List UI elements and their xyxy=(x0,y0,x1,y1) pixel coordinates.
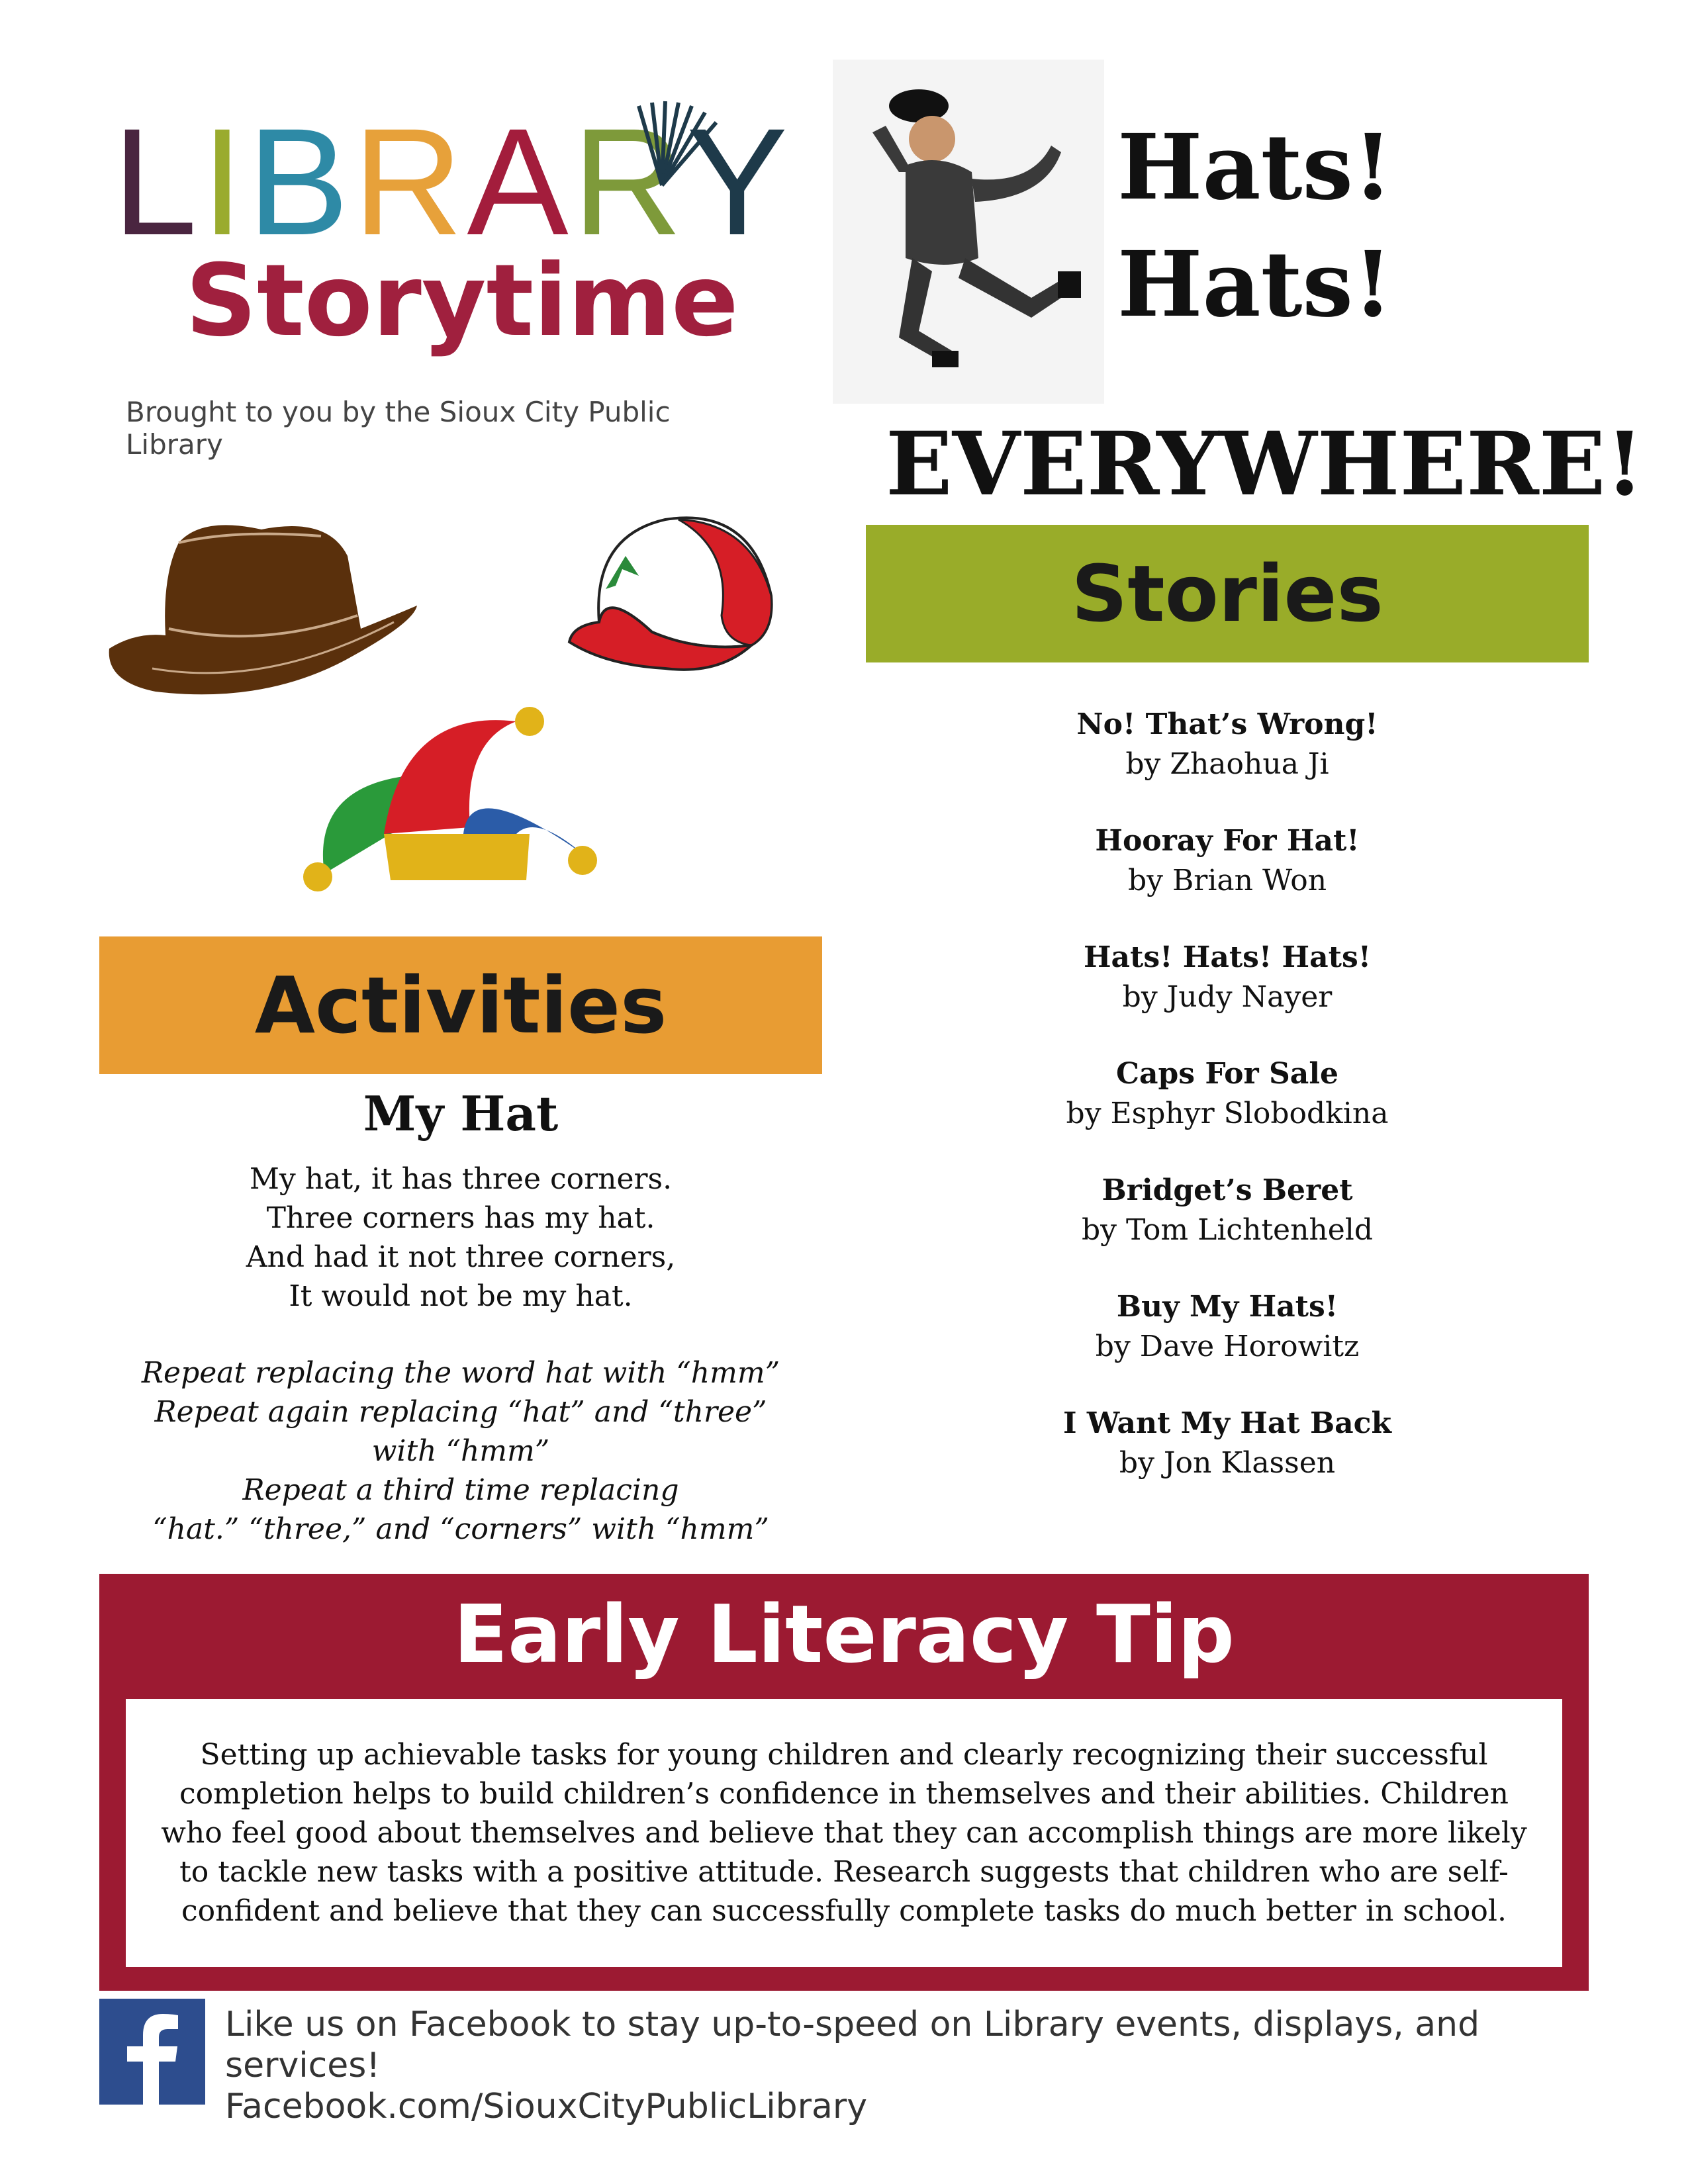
instruction-line: with “hmm” xyxy=(371,1434,550,1468)
list-item xyxy=(866,705,1589,784)
logo-letter: R xyxy=(572,97,686,267)
title-hats-2: Hats! xyxy=(1117,232,1393,338)
story-author: by Jon Klassen xyxy=(1119,1446,1336,1480)
instruction-line: Repeat replacing the word hat with “hmm” xyxy=(141,1356,780,1390)
logo-letter: L xyxy=(113,97,201,267)
stories-heading: Stories xyxy=(866,525,1589,662)
jester-hat-icon xyxy=(298,702,606,900)
poem-line: It would not be my hat. xyxy=(289,1279,633,1313)
jumping-man-icon xyxy=(833,60,1104,404)
story-title: Hooray For Hat! xyxy=(1095,824,1360,858)
list-item xyxy=(866,1054,1589,1134)
title-hats-1: Hats! xyxy=(1117,114,1393,220)
list-item xyxy=(866,1404,1589,1483)
tip-body xyxy=(126,1699,1562,1967)
book-rays-icon xyxy=(635,99,722,192)
story-title: Hats! Hats! Hats! xyxy=(1083,940,1372,974)
story-author: by Dave Horowitz xyxy=(1095,1330,1360,1363)
activities-heading: Activities xyxy=(99,936,822,1074)
facebook-link[interactable]: Facebook.com/SiouxCityPublicLibrary xyxy=(225,2087,868,2126)
stories-list xyxy=(866,705,1589,1520)
list-item xyxy=(866,1287,1589,1367)
logo-tagline: Brought to you by the Sioux City Public Library xyxy=(126,396,671,461)
list-item xyxy=(866,938,1589,1017)
cowboy-hat-icon xyxy=(103,516,424,708)
story-title: Caps For Sale xyxy=(1115,1057,1339,1091)
activity-instructions xyxy=(99,1353,822,1549)
story-author: by Tom Lichtenheld xyxy=(1081,1213,1374,1247)
story-title: Buy My Hats! xyxy=(1116,1290,1338,1324)
logo-letter: Y xyxy=(686,97,792,267)
story-author: by Brian Won xyxy=(1127,864,1327,897)
activity-poem xyxy=(99,1160,822,1316)
facebook-promo-text: Like us on Facebook to stay up-to-speed on Library events, displays, and services! xyxy=(225,2005,1480,2085)
instruction-line: Repeat a third time replacing xyxy=(242,1473,679,1507)
facebook-f-icon xyxy=(99,1999,205,2105)
baseball-cap-icon xyxy=(566,510,781,675)
list-item xyxy=(866,1171,1589,1250)
title-everywhere: EVERYWHERE! xyxy=(886,413,1644,516)
instruction-line: “hat.” “three,” and “corners” with “hmm” xyxy=(152,1512,769,1546)
story-title: Bridget’s Beret xyxy=(1102,1173,1353,1207)
facebook-promo xyxy=(225,2004,1615,2127)
list-item xyxy=(866,821,1589,901)
logo-letter: R xyxy=(353,97,467,267)
instruction-line: Repeat again replacing “hat” and “three” xyxy=(154,1395,767,1429)
poem-line: My hat, it has three corners. xyxy=(249,1162,673,1196)
story-author: by Esphyr Slobodkina xyxy=(1066,1097,1389,1130)
story-title: I Want My Hat Back xyxy=(1063,1406,1391,1440)
logo-letter: B xyxy=(247,97,353,267)
facebook-icon[interactable] xyxy=(99,1999,205,2105)
poem-line: And had it not three corners, xyxy=(246,1240,676,1274)
logo-storytime: Storytime xyxy=(185,244,739,359)
logo-letter: A xyxy=(467,97,573,267)
story-author: by Judy Nayer xyxy=(1122,980,1333,1014)
tip-heading: Early Literacy Tip xyxy=(453,1589,1235,1681)
poem-line: Three corners has my hat. xyxy=(266,1201,655,1235)
story-title: No! That’s Wrong! xyxy=(1076,707,1378,741)
story-author: by Zhaohua Ji xyxy=(1125,747,1329,781)
activity-title: My Hat xyxy=(363,1085,559,1142)
tip-text: Setting up achievable tasks for young children and clearly recognizing their successful completion helps to build children’s confidence in themselves and their abilities. Children who feel good about themselves and believe that they can accomplish things are more likely to tackle new tasks with a positive attitude. Research suggests that children who are self-confident and believe that they can successfully complete tasks do much better in school. xyxy=(161,1738,1527,1928)
jumping-man-photo xyxy=(833,60,1104,404)
logo-letter: I xyxy=(201,97,248,267)
